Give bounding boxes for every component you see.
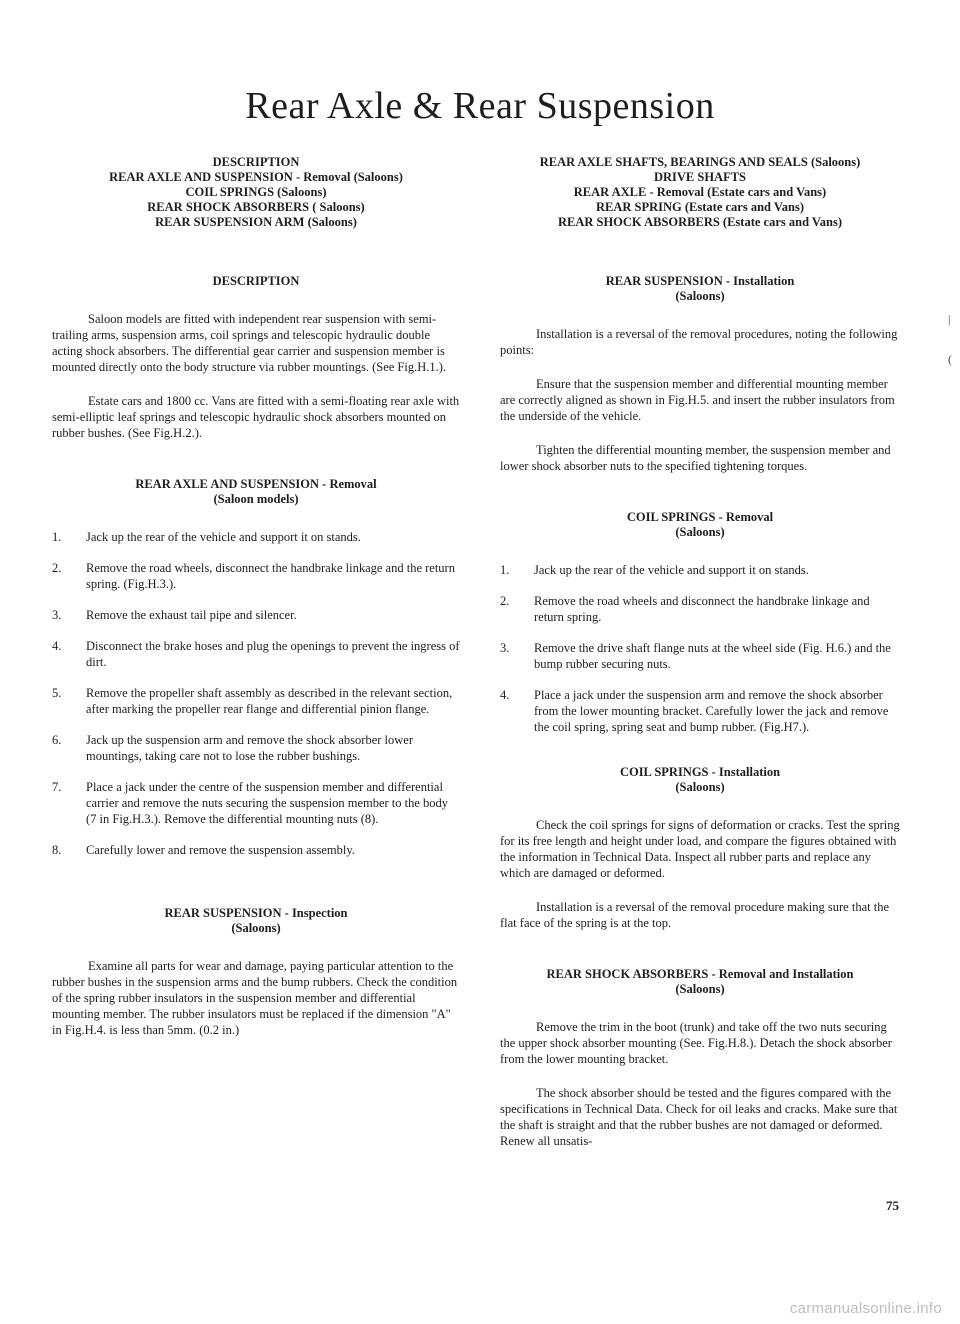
paragraph: Examine all parts for wear and damage, paying particular attention to the rubber bushes in the suspension arms and the bump rubbers. Check the condition of the spring rubber insulators in the suspension member and differential mounting member. The rubber insulators must be replaced if the dimension "A" in Fig.H.4. is less than 5mm. (0.2 in.) (52, 959, 458, 1037)
paragraph: Saloon models are fitted with independent rear suspension with semi-trailing arms, suspension arms, coil springs and telescopic hydraulic double acting shock absorbers. The differential gear carrier and suspension member is mounted directly onto the body structure via rubber mountings. (See Fig.H.1.). (52, 312, 447, 374)
watermark: carmanualsonline.info (789, 1300, 942, 1317)
page-number: 75 (886, 1198, 899, 1213)
list-item: 4. Place a jack under the suspension arm and remove the shock absorber from the lower mounting bracket. Carefully lower the jack and remove the coil spring, spring seat and bump rubber. (Fig.H7.). (500, 688, 889, 734)
contents-entry: REAR AXLE SHAFTS, BEARINGS AND SEALS (Saloons) (539, 155, 861, 169)
contents-entry: REAR AXLE AND SUSPENSION - Removal (Saloons) (109, 170, 403, 184)
paragraph: Estate cars and 1800 cc. Vans are fitted with a semi-floating rear axle with semi-elliptic leaf springs and telescopic hydraulic shock absorbers mounted on rubber bushes. (See Fig.H.2.). (52, 394, 460, 440)
coil-removal-steps (500, 562, 900, 735)
paragraph: Installation is a reversal of the removal procedure making sure that the flat face of the spring is at the top. (500, 900, 889, 930)
right-contents-list (500, 155, 900, 230)
right-column (500, 155, 900, 1167)
contents-entry: COIL SPRINGS (Saloons) (185, 185, 327, 199)
paragraph: Check the coil springs for signs of deformation or cracks. Test the spring for its free length and height under load, and compare the figures obtained with the information in Technical Data. Inspect all rubber parts and replace any which are damaged or deformed. (500, 818, 900, 880)
page-title: Rear Axle & Rear Suspension (245, 85, 715, 127)
left-column (52, 155, 460, 1056)
section-heading-description: DESCRIPTION (212, 274, 300, 288)
contents-entry: DRIVE SHAFTS (653, 170, 747, 184)
removal-steps (52, 529, 460, 858)
list-item: 1. Jack up the rear of the vehicle and support it on stands. (52, 530, 361, 544)
contents-entry: REAR AXLE - Removal (Estate cars and Vans) (573, 185, 827, 199)
list-item: 1. Jack up the rear of the vehicle and support it on stands. (500, 563, 809, 577)
left-contents-list (52, 155, 460, 230)
list-item: 6. Jack up the suspension arm and remove the shock absorber lower mountings, taking care not to lose the rubber bushings. (52, 733, 413, 763)
paragraph: The shock absorber should be tested and the figures compared with the specifications in Technical Data. Check for oil leaks and cracks. Make sure that the shaft is straight and that the rubber bushes are not damaged or deformed. Renew all unsatis- (500, 1086, 898, 1148)
section-heading-shock-absorbers: REAR SHOCK ABSORBERS - Removal and Installation (Saloons) (546, 967, 854, 996)
contents-entry: REAR SPRING (Estate cars and Vans) (595, 200, 804, 214)
section-heading-coil-installation: COIL SPRINGS - Installation (Saloons) (619, 765, 781, 794)
section-heading-inspection: REAR SUSPENSION - Inspection (Saloons) (164, 906, 348, 935)
section-heading-coil-removal: COIL SPRINGS - Removal (Saloons) (626, 510, 774, 539)
list-item: 8. Carefully lower and remove the suspension assembly. (52, 843, 355, 857)
paragraph: Tighten the differential mounting member, the suspension member and lower shock absorber nuts to the specified tightening torques. (500, 443, 891, 473)
contents-entry: DESCRIPTION (212, 155, 300, 169)
paragraph: Ensure that the suspension member and differential mounting member are correctly aligned as shown in Fig.H.5. and insert the rubber insulators from the underside of the vehicle. (500, 377, 895, 423)
paragraph: Installation is a reversal of the removal procedures, noting the following points: (500, 327, 898, 357)
paragraph: Remove the trim in the boot (trunk) and take off the two nuts securing the upper shock absorber mounting (See. Fig.H.8.). Detach the shock absorber from the lower mounting bracket. (500, 1020, 892, 1066)
contents-entry: REAR SUSPENSION ARM (Saloons) (155, 215, 357, 229)
contents-entry: REAR SHOCK ABSORBERS (Estate cars and Vans) (557, 215, 843, 229)
list-item: 2. Remove the road wheels, disconnect the handbrake linkage and the return spring. (Fig.H.3.). (52, 561, 455, 591)
list-item: 3. Remove the drive shaft flange nuts at the wheel side (Fig. H.6.) and the bump rubber securing nuts. (500, 641, 891, 671)
section-heading-installation: REAR SUSPENSION - Installation (Saloons) (605, 274, 795, 303)
list-item: 4. Disconnect the brake hoses and plug the openings to prevent the ingress of dirt. (52, 639, 460, 669)
margin-mark: ( (948, 352, 952, 366)
contents-entry: REAR SHOCK ABSORBERS ( Saloons) (147, 200, 365, 214)
list-item: 3. Remove the exhaust tail pipe and silencer. (52, 608, 297, 622)
list-item: 7. Place a jack under the centre of the suspension member and differential carrier and remove the nuts securing the suspension member to the body (7 in Fig.H.3.). Remove the differential mounting nuts (8). (52, 780, 449, 826)
list-item: 5. Remove the propeller shaft assembly as described in the relevant section, after marking the propeller rear flange and differential pinion flange. (52, 686, 453, 716)
section-heading-removal: REAR AXLE AND SUSPENSION - Removal (Saloon models) (135, 477, 377, 506)
margin-mark: | (948, 312, 951, 326)
list-item: 2. Remove the road wheels and disconnect the handbrake linkage and return spring. (500, 594, 870, 624)
